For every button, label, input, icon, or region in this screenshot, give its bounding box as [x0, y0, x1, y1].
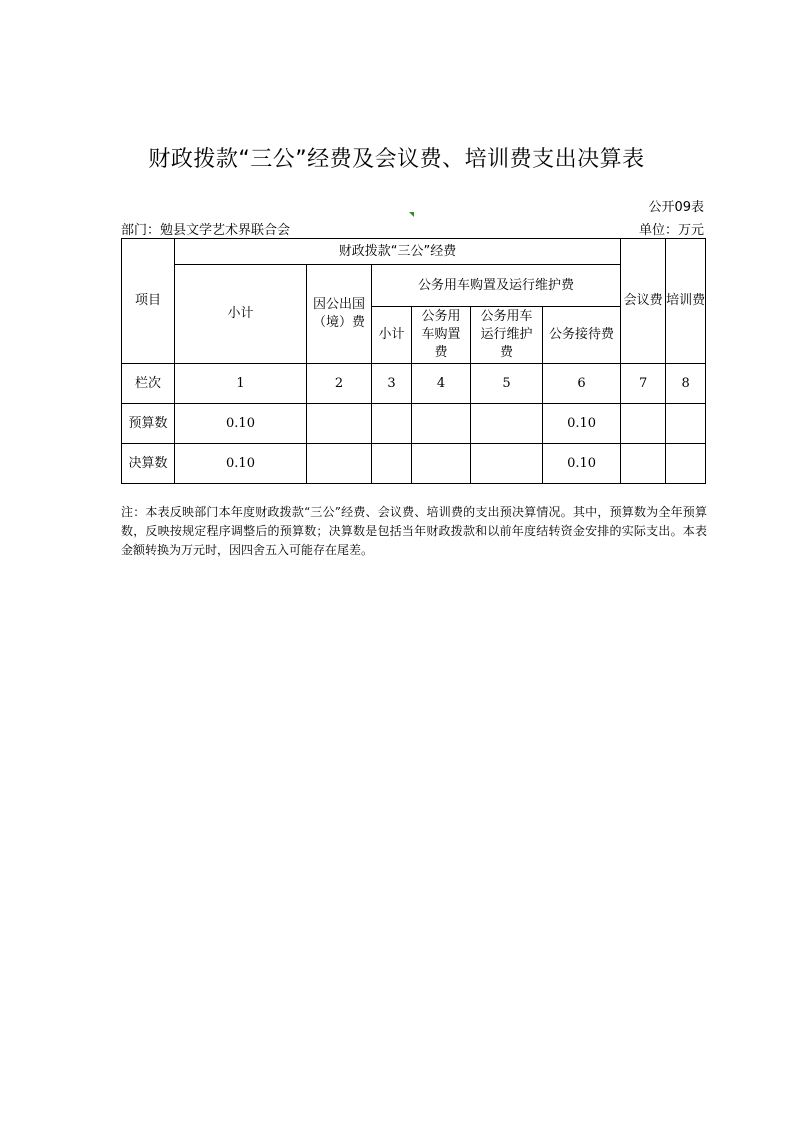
budget-value	[307, 404, 372, 444]
header-vehicle-operation: 公务用车运行维护费	[471, 307, 543, 364]
column-number: 5	[471, 364, 543, 404]
budget-value	[372, 404, 412, 444]
footnote: 注：本表反映部门本年度财政拨款“三公”经费、会议费、培训费的支出预决算情况。其中，预算数为全年预算数，反映按规定程序调整后的预算数；决算数是包括当年财政拨款和以前年度结转资金安排的实际支出。本表金额转换为万元时，因四舍五入可能存在尾差。	[121, 505, 707, 557]
expenditure-table	[121, 238, 706, 484]
header-training: 培训费	[666, 239, 706, 364]
budget-value	[471, 404, 543, 444]
header-vehicle: 公务用车购置及运行维护费	[372, 265, 621, 307]
header-item: 项目	[122, 239, 175, 364]
row-label-budget: 预算数	[122, 404, 175, 444]
row-label-final: 决算数	[122, 444, 175, 484]
budget-value: 0.10	[543, 404, 621, 444]
final-value	[621, 444, 666, 484]
column-number: 2	[307, 364, 372, 404]
column-number: 4	[412, 364, 471, 404]
budget-value: 0.10	[175, 404, 307, 444]
final-value: 0.10	[543, 444, 621, 484]
budget-value	[666, 404, 706, 444]
form-code: 公开09表	[648, 200, 704, 215]
table-row	[122, 444, 706, 484]
header-meeting: 会议费	[621, 239, 666, 364]
final-value	[372, 444, 412, 484]
final-value: 0.10	[175, 444, 307, 484]
cell-marker	[409, 212, 414, 217]
table-row	[122, 404, 706, 444]
header-subtotal: 小计	[175, 265, 307, 364]
column-number: 6	[543, 364, 621, 404]
header-reception: 公务接待费	[543, 307, 621, 364]
header-vehicle-subtotal: 小计	[372, 307, 412, 364]
budget-value	[621, 404, 666, 444]
final-value	[471, 444, 543, 484]
final-value	[307, 444, 372, 484]
final-value	[412, 444, 471, 484]
page-title: 财政拨款“三公”经费及会议费、培训费支出决算表	[148, 147, 645, 172]
column-number: 8	[666, 364, 706, 404]
header-vehicle-purchase: 公务用车购置费	[412, 307, 471, 364]
column-number: 3	[372, 364, 412, 404]
final-value	[666, 444, 706, 484]
budget-value	[412, 404, 471, 444]
header-three-public: 财政拨款“三公”经费	[175, 239, 621, 265]
department-label: 部门：勉县文学艺术界联合会	[121, 223, 291, 238]
unit-label: 单位：万元	[638, 223, 704, 238]
header-overseas: 因公出国（境）费	[307, 265, 372, 364]
column-numbers-label: 栏次	[122, 364, 175, 404]
column-number: 1	[175, 364, 307, 404]
column-number: 7	[621, 364, 666, 404]
